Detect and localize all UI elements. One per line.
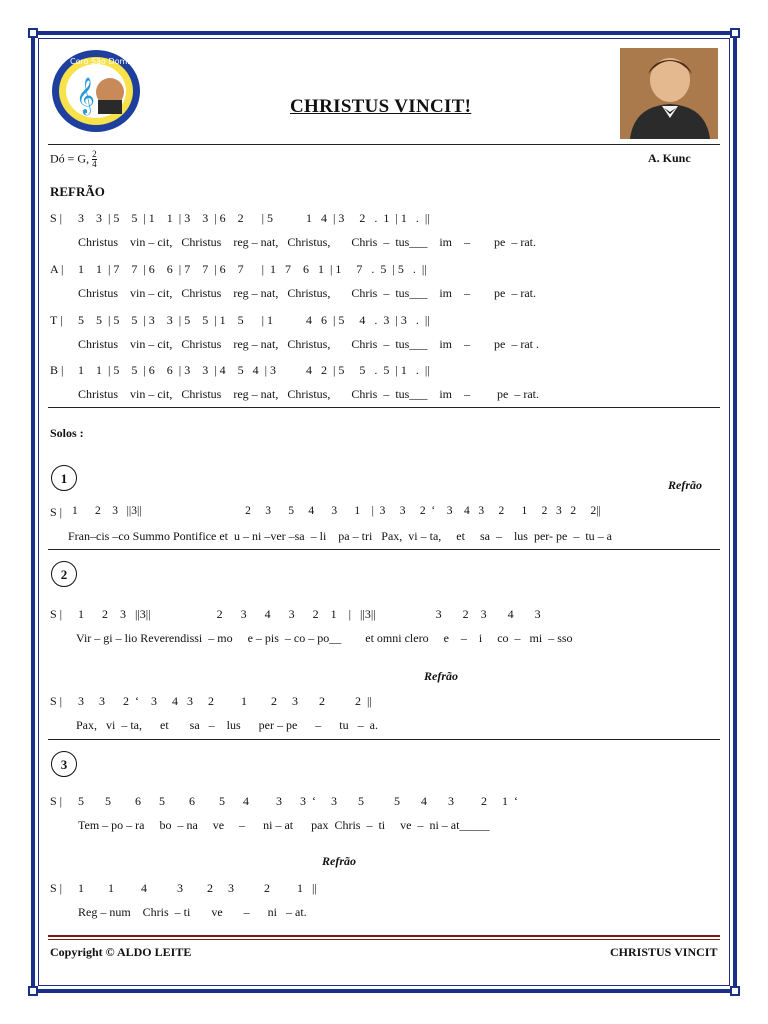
song-title: CHRISTUS VINCIT! (290, 96, 472, 117)
solo2-label: S | (50, 607, 63, 621)
voice-b-label: B | (50, 363, 64, 377)
voice-a-notes: 1 1 | 7 7 | 6 6 | 7 7 | 6 7 | 1 7 6 1 | 1 7 . 5 | 5 . || (78, 262, 427, 276)
solo-number-3: 3 (51, 751, 77, 777)
solo-number-1: 1 (51, 465, 77, 491)
solo3-lyrics-2: Reg – num Chris – ti ve – ni – at. (78, 905, 307, 919)
solos-heading: Solos : (50, 426, 84, 440)
composer: A. Kunc (648, 151, 691, 165)
section-divider (48, 739, 720, 740)
solo3-lyrics-1: Tem – po – ra bo – na ve – ni – at pax Chris – ti ve – ni – at_____ (78, 818, 490, 832)
footer-rule (48, 935, 720, 937)
voice-t-label: T | (50, 313, 63, 327)
solo3-label: S | (50, 794, 63, 808)
time-denominator: 4 (92, 159, 97, 169)
refrao-heading: REFRÃO (50, 184, 105, 199)
section-divider (48, 407, 720, 408)
solo2-notes-2: 3 3 2 ‘ 3 4 3 2 1 2 3 2 2 || (78, 694, 372, 708)
solo2-lyrics-2: Pax, vi – ta, et sa – lus per – pe – tu – a. (76, 718, 378, 732)
voice-b-notes: 1 1 | 5 5 | 6 6 | 3 3 | 4 5 4 | 3 4 2 | 5 5 . 5 | 1 . || (78, 363, 430, 377)
voice-t-lyrics: Christus vin – cit, Christus reg – nat, Christus, Chris – tus___ im – pe – rat . (78, 337, 539, 351)
key-signature (50, 150, 97, 169)
solo3-notes-2: 1 1 4 3 2 3 2 1 || (78, 881, 317, 895)
voice-s-label: S | (50, 211, 63, 225)
svg-text:𝄞: 𝄞 (76, 76, 95, 114)
border-corner (730, 28, 740, 38)
solo2-label-2: S | (50, 694, 63, 708)
refrao-marker: Refrão (424, 669, 458, 683)
solo-number-2: 2 (51, 561, 77, 587)
border-corner (28, 28, 38, 38)
refrao-marker: Refrão (668, 478, 702, 492)
logo-text: Coro São Domingos Sávio (70, 57, 174, 66)
voice-a-label: A | (50, 262, 64, 276)
voice-t-notes: 5 5 | 5 5 | 3 3 | 5 5 | 1 5 | 1 4 6 | 5 4 . 3 | 3 . || (78, 313, 430, 327)
key-text: Dó = G, (50, 151, 93, 166)
voice-s-lyrics: Christus vin – cit, Christus reg – nat, Christus, Chris – tus___ im – pe – rat. (78, 235, 536, 249)
voice-b-lyrics: Christus vin – cit, Christus reg – nat, Christus, Chris – tus___ im – pe – rat. (78, 387, 539, 401)
solo2-notes-1: 1 2 3 ||3|| 2 3 4 3 2 1 | ||3|| 3 2 3 4 3 (78, 607, 541, 621)
header-divider (48, 144, 720, 145)
solo1-notes: 1 2 3 ||3|| 2 3 5 4 3 1 | 3 3 2 ‘ 3 4 3 2 1 2 3 2 2|| (72, 505, 601, 517)
time-numerator: 2 (92, 149, 97, 159)
voice-a-lyrics: Christus vin – cit, Christus reg – nat, Christus, Chris – tus___ im – pe – rat. (78, 286, 536, 300)
border-corner (730, 986, 740, 996)
border-corner (28, 986, 38, 996)
time-signature (92, 150, 97, 169)
section-divider (48, 549, 720, 550)
solo2-lyrics-1: Vir – gi – lio Reverendissi – mo e – pis – co – po__ et omni clero e – i co – mi – sso (76, 631, 573, 645)
solo1-label: S | (50, 505, 63, 519)
voice-s-notes: 3 3 | 5 5 | 1 1 | 3 3 | 6 2 | 5 1 4 | 3 2 . 1 | 1 . || (78, 211, 430, 225)
footer-rule (48, 939, 720, 940)
footer-title: CHRISTUS VINCIT (610, 945, 718, 959)
choir-logo (50, 48, 174, 134)
copyright: Copyright © ALDO LEITE (50, 945, 192, 959)
refrao-marker: Refrão (322, 854, 356, 868)
solo3-notes-1: 5 5 6 5 6 5 4 3 3 ‘ 3 5 5 4 3 2 1 ‘ (78, 794, 518, 808)
solo1-lyrics: Fran–cis –co Summo Pontifice et u – ni –ver –sa – li pa – tri Pax, vi – ta, et sa – lus per- pe – tu – a (68, 529, 613, 543)
portrait-image (620, 48, 718, 139)
solo3-label-2: S | (50, 881, 63, 895)
